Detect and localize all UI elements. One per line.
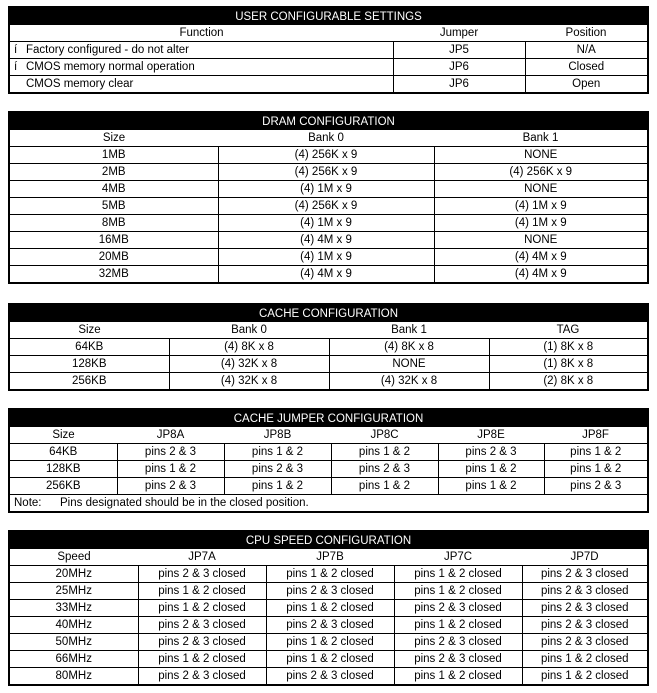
column-header: Size: [9, 130, 218, 147]
cache-jumper-configuration-table: [8, 408, 649, 513]
table-row: [9, 461, 648, 478]
row-label-cell: 32MB: [9, 266, 218, 284]
table-cell: pins 1 & 2: [438, 478, 544, 495]
column-header: Bank 0: [218, 130, 434, 147]
table-cell: NONE: [434, 232, 648, 249]
note-text: Pins designated should be in the closed position.: [60, 497, 309, 509]
function-cell: [9, 76, 393, 94]
column-header: JP8C: [331, 427, 438, 444]
table-cell: (2) 8K x 8: [489, 373, 648, 391]
table-row: [9, 42, 648, 59]
row-label-cell: 40MHz: [9, 617, 138, 634]
row-label-cell: 50MHz: [9, 634, 138, 651]
table-cell: pins 1 & 2 closed: [266, 600, 394, 617]
table-cell: (4) 32K x 8: [169, 373, 329, 391]
table-row: [9, 651, 648, 668]
column-header: JP7C: [394, 549, 522, 566]
table-cell: pins 1 & 2 closed: [522, 651, 648, 668]
cpu-speed-configuration-table: [8, 530, 649, 686]
default-mark-icon: í: [14, 61, 18, 73]
column-header: JP7D: [522, 549, 648, 566]
table-row: [9, 181, 648, 198]
table-cell: pins 1 & 2: [544, 461, 648, 478]
row-label-cell: 256KB: [9, 373, 169, 391]
dram-configuration-table: [8, 111, 649, 284]
table-cell: pins 2 & 3: [224, 461, 331, 478]
column-header: Size: [9, 322, 169, 339]
table-cell: (4) 1M x 9: [218, 181, 434, 198]
table-cell: pins 2 & 3 closed: [522, 600, 648, 617]
table-title: USER CONFIGURABLE SETTINGS: [9, 7, 648, 25]
table-cell: (4) 4M x 9: [434, 266, 648, 284]
row-label-cell: 16MB: [9, 232, 218, 249]
column-header: JP8A: [117, 427, 224, 444]
table-row: [9, 249, 648, 266]
table-cell: pins 2 & 3: [544, 478, 648, 495]
table-cell: pins 2 & 3 closed: [266, 617, 394, 634]
table-cell: pins 2 & 3: [117, 478, 224, 495]
table-row: [9, 444, 648, 461]
table-cell: (4) 1M x 9: [218, 249, 434, 266]
table-cell: (4) 4M x 9: [434, 249, 648, 266]
jumper-cell: JP6: [393, 76, 525, 94]
note-label: Note:: [14, 497, 42, 509]
table-cell: (4) 1M x 9: [434, 215, 648, 232]
table-row: [9, 76, 648, 94]
default-mark-icon: í: [14, 44, 18, 56]
row-label-cell: 25MHz: [9, 583, 138, 600]
table-row: [9, 566, 648, 583]
row-label-cell: 4MB: [9, 181, 218, 198]
row-label-cell: 20MB: [9, 249, 218, 266]
row-label-cell: 8MB: [9, 215, 218, 232]
jumper-cell: JP6: [393, 59, 525, 76]
table-cell: pins 2 & 3 closed: [266, 668, 394, 686]
column-header: Size: [9, 427, 117, 444]
row-label-cell: 64KB: [9, 339, 169, 356]
table-cell: pins 2 & 3: [117, 444, 224, 461]
column-header: TAG: [489, 322, 648, 339]
row-label-cell: 128KB: [9, 356, 169, 373]
column-header: Bank 1: [329, 322, 489, 339]
table-cell: pins 2 & 3 closed: [522, 566, 648, 583]
table-row: [9, 617, 648, 634]
table-row: [9, 583, 648, 600]
table-row: [9, 634, 648, 651]
table-cell: pins 1 & 2 closed: [266, 566, 394, 583]
table-cell: (4) 4M x 9: [218, 232, 434, 249]
table-cell: pins 2 & 3 closed: [138, 617, 266, 634]
column-header: JP7B: [266, 549, 394, 566]
row-label-cell: 5MB: [9, 198, 218, 215]
table-cell: pins 1 & 2 closed: [138, 651, 266, 668]
column-header: JP7A: [138, 549, 266, 566]
row-label-cell: 2MB: [9, 164, 218, 181]
position-cell: Open: [525, 76, 648, 94]
table-cell: (4) 1M x 9: [218, 215, 434, 232]
position-cell: N/A: [525, 42, 648, 59]
table-cell: NONE: [329, 356, 489, 373]
table-cell: pins 1 & 2: [224, 478, 331, 495]
column-header: JP8F: [544, 427, 648, 444]
table-cell: pins 1 & 2 closed: [138, 583, 266, 600]
table-cell: pins 1 & 2 closed: [394, 566, 522, 583]
table-cell: (4) 256K x 9: [434, 164, 648, 181]
row-label-cell: 256KB: [9, 478, 117, 495]
note-cell: [9, 495, 648, 513]
table-cell: pins 1 & 2 closed: [266, 651, 394, 668]
row-label-cell: 128KB: [9, 461, 117, 478]
table-row: [9, 59, 648, 76]
table-cell: pins 1 & 2 closed: [138, 600, 266, 617]
table-cell: pins 2 & 3 closed: [394, 634, 522, 651]
jumper-cell: JP5: [393, 42, 525, 59]
table-cell: (1) 8K x 8: [489, 356, 648, 373]
table-cell: pins 1 & 2 closed: [394, 583, 522, 600]
table-cell: (4) 8K x 8: [169, 339, 329, 356]
column-header: Jumper: [393, 25, 525, 42]
row-label-cell: 64KB: [9, 444, 117, 461]
column-header: Position: [525, 25, 648, 42]
table-cell: pins 2 & 3: [331, 461, 438, 478]
position-cell: Closed: [525, 59, 648, 76]
table-cell: pins 1 & 2: [438, 461, 544, 478]
table-cell: (4) 256K x 9: [218, 164, 434, 181]
function-cell: [9, 59, 393, 76]
table-cell: pins 1 & 2 closed: [266, 634, 394, 651]
table-row: [9, 215, 648, 232]
table-title: CACHE CONFIGURATION: [9, 304, 648, 322]
table-cell: pins 2 & 3 closed: [138, 566, 266, 583]
table-cell: (4) 256K x 9: [218, 198, 434, 215]
table-cell: (1) 8K x 8: [489, 339, 648, 356]
table-cell: (4) 256K x 9: [218, 147, 434, 164]
table-cell: pins 2 & 3 closed: [138, 668, 266, 686]
table-cell: NONE: [434, 147, 648, 164]
column-header: Function: [9, 25, 393, 42]
table-cell: NONE: [434, 181, 648, 198]
table-cell: pins 2 & 3 closed: [522, 583, 648, 600]
table-row: [9, 478, 648, 495]
table-cell: pins 1 & 2: [117, 461, 224, 478]
table-cell: pins 1 & 2: [544, 444, 648, 461]
row-label-cell: 66MHz: [9, 651, 138, 668]
table-cell: pins 1 & 2 closed: [394, 617, 522, 634]
table-cell: pins 1 & 2 closed: [522, 668, 648, 686]
table-cell: pins 2 & 3 closed: [522, 617, 648, 634]
table-row: [9, 232, 648, 249]
table-cell: (4) 8K x 8: [329, 339, 489, 356]
cache-configuration-table: [8, 303, 649, 391]
table-row: [9, 198, 648, 215]
column-header: Bank 1: [434, 130, 648, 147]
table-cell: pins 2 & 3 closed: [394, 600, 522, 617]
row-label-cell: 20MHz: [9, 566, 138, 583]
table-cell: pins 1 & 2: [224, 444, 331, 461]
row-label-cell: 80MHz: [9, 668, 138, 686]
table-cell: (4) 4M x 9: [218, 266, 434, 284]
table-cell: pins 2 & 3 closed: [394, 651, 522, 668]
table-title: CPU SPEED CONFIGURATION: [9, 531, 648, 549]
function-text: CMOS memory clear: [26, 78, 134, 90]
column-header: JP8B: [224, 427, 331, 444]
column-header: Bank 0: [169, 322, 329, 339]
table-cell: pins 2 & 3 closed: [266, 583, 394, 600]
table-cell: pins 1 & 2: [331, 444, 438, 461]
table-cell: pins 2 & 3 closed: [138, 634, 266, 651]
table-cell: pins 1 & 2 closed: [394, 668, 522, 686]
table-row: [9, 600, 648, 617]
table-title: DRAM CONFIGURATION: [9, 112, 648, 130]
table-cell: (4) 1M x 9: [434, 198, 648, 215]
row-label-cell: 33MHz: [9, 600, 138, 617]
table-cell: pins 2 & 3 closed: [522, 634, 648, 651]
table-title: CACHE JUMPER CONFIGURATION: [9, 409, 648, 427]
table-row: [9, 147, 648, 164]
table-cell: pins 1 & 2: [331, 478, 438, 495]
column-header: Speed: [9, 549, 138, 566]
row-label-cell: 1MB: [9, 147, 218, 164]
table-cell: pins 2 & 3: [438, 444, 544, 461]
table-row: [9, 668, 648, 686]
function-cell: [9, 42, 393, 59]
table-row: [9, 164, 648, 181]
table-row: [9, 356, 648, 373]
function-text: Factory configured - do not alter: [26, 44, 189, 56]
table-cell: (4) 32K x 8: [169, 356, 329, 373]
function-text: CMOS memory normal operation: [26, 61, 195, 73]
table-row: [9, 373, 648, 391]
table-row: [9, 266, 648, 284]
table-row: [9, 339, 648, 356]
note-row: [9, 495, 648, 513]
user-settings-table: [8, 6, 649, 94]
table-cell: (4) 32K x 8: [329, 373, 489, 391]
column-header: JP8E: [438, 427, 544, 444]
